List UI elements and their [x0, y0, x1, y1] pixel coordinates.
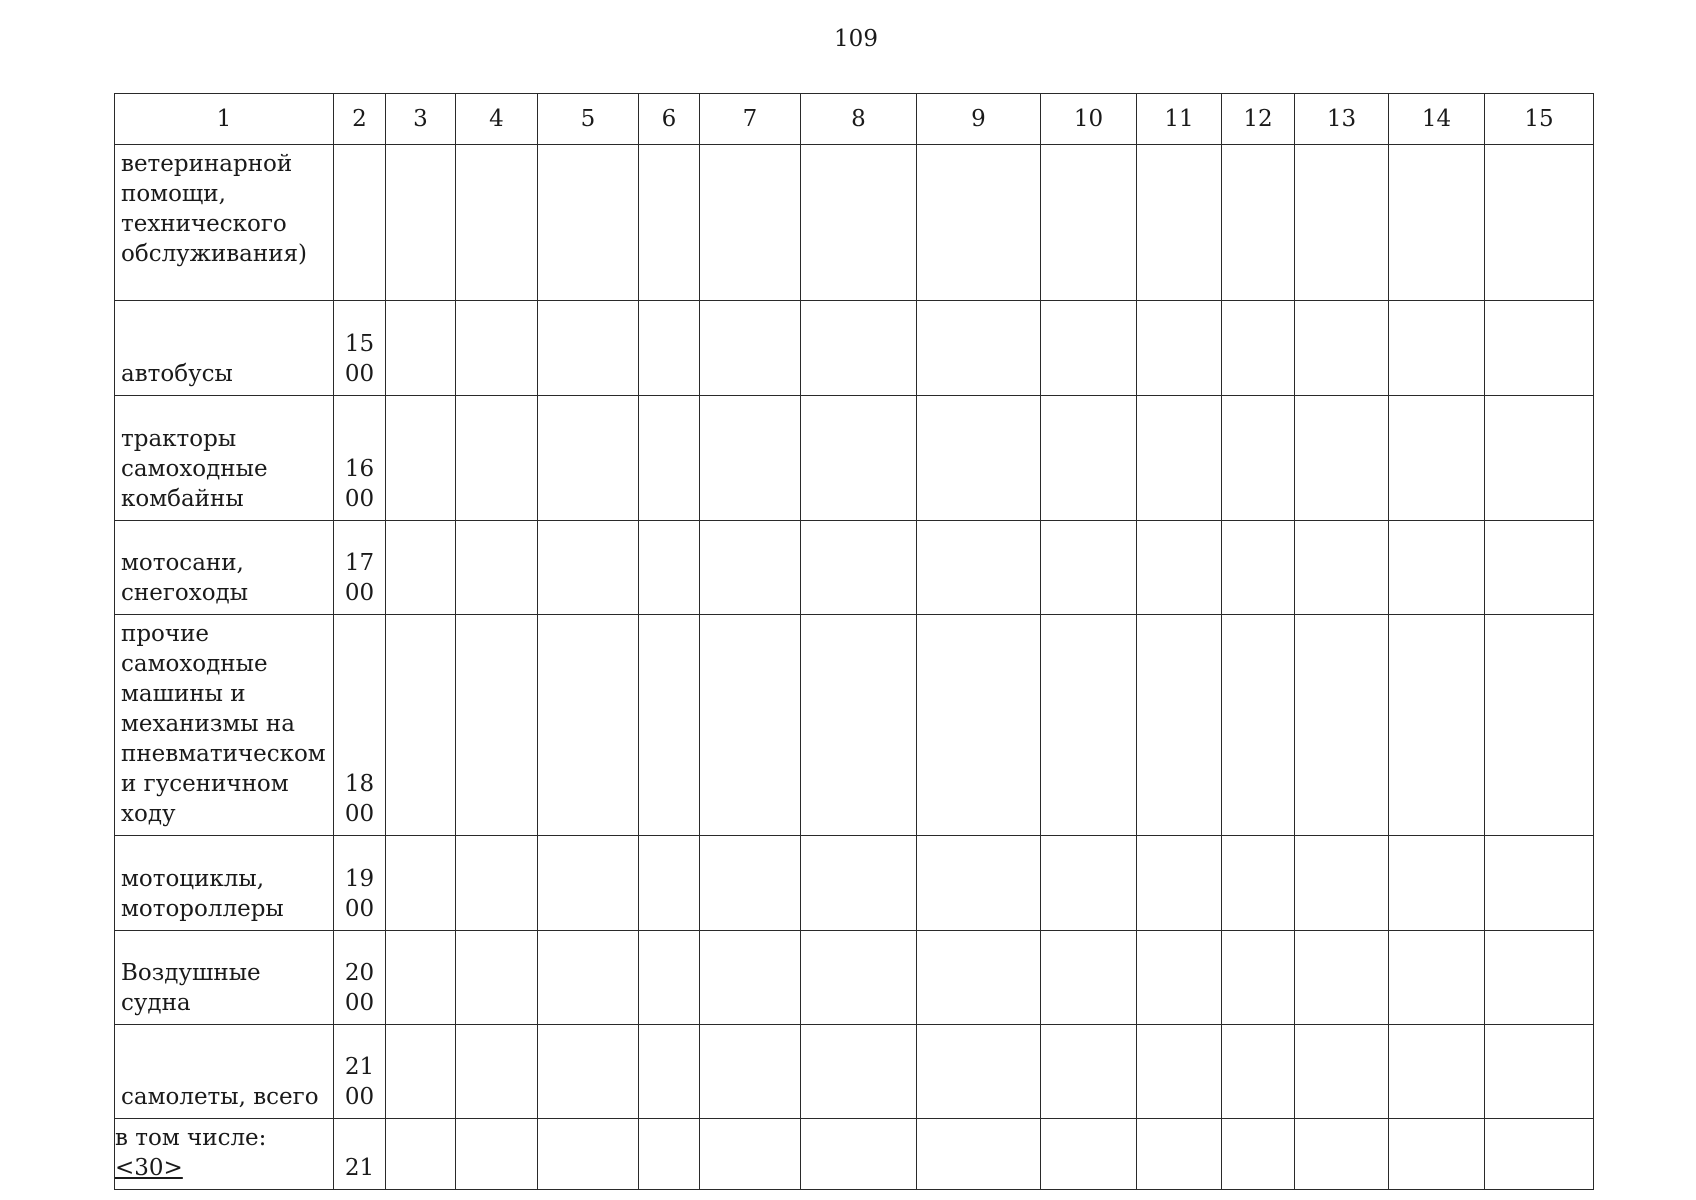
empty-cell	[917, 615, 1041, 836]
empty-cell	[1389, 1119, 1485, 1190]
row-code	[334, 1119, 386, 1190]
empty-cell	[917, 836, 1041, 931]
column-number-row	[115, 94, 1594, 145]
row-code	[334, 836, 386, 931]
empty-cell	[386, 836, 456, 931]
empty-cell	[386, 521, 456, 615]
column-header: 4	[456, 94, 538, 145]
empty-cell	[456, 615, 538, 836]
table-row	[115, 615, 1594, 836]
empty-cell	[538, 1119, 639, 1190]
empty-cell	[456, 1119, 538, 1190]
empty-cell	[1222, 301, 1295, 396]
row-code	[334, 521, 386, 615]
empty-cell	[1041, 836, 1137, 931]
empty-cell	[456, 301, 538, 396]
empty-cell	[1137, 1119, 1222, 1190]
empty-cell	[1295, 931, 1389, 1025]
empty-cell	[639, 396, 700, 521]
empty-cell	[1485, 396, 1594, 521]
empty-cell	[1222, 145, 1295, 301]
empty-cell	[1137, 145, 1222, 301]
empty-cell	[456, 145, 538, 301]
empty-cell	[538, 521, 639, 615]
empty-cell	[1222, 1119, 1295, 1190]
row-label-text: Воздушные судна	[121, 960, 261, 1016]
row-label-text: мотоциклы, мотороллеры	[121, 866, 284, 922]
row-code-line: 18	[344, 771, 375, 797]
empty-cell	[1041, 931, 1137, 1025]
column-header: 15	[1485, 94, 1594, 145]
empty-cell	[386, 615, 456, 836]
empty-cell	[801, 836, 917, 931]
empty-cell	[1041, 1025, 1137, 1119]
row-label	[115, 931, 334, 1025]
empty-cell	[1389, 1025, 1485, 1119]
empty-cell	[386, 396, 456, 521]
row-label-text: прочие самоходные машины и механизмы на пневматическом и гусеничном ходу	[121, 621, 326, 827]
column-header: 5	[538, 94, 639, 145]
empty-cell	[1485, 521, 1594, 615]
empty-cell	[1295, 521, 1389, 615]
empty-cell	[538, 836, 639, 931]
column-header: 10	[1041, 94, 1137, 145]
row-label	[115, 145, 334, 301]
empty-cell	[1485, 1025, 1594, 1119]
empty-cell	[456, 396, 538, 521]
page-number: 109	[834, 26, 878, 52]
empty-cell	[1295, 396, 1389, 521]
empty-cell	[1041, 396, 1137, 521]
row-code	[334, 1025, 386, 1119]
table-row	[115, 1025, 1594, 1119]
row-label-text: мотосани, снегоходы	[121, 550, 249, 606]
empty-cell	[456, 521, 538, 615]
empty-cell	[801, 301, 917, 396]
empty-cell	[386, 145, 456, 301]
empty-cell	[1485, 145, 1594, 301]
empty-cell	[1389, 396, 1485, 521]
column-header: 9	[917, 94, 1041, 145]
row-label	[115, 836, 334, 931]
empty-cell	[801, 1025, 917, 1119]
row-code	[334, 396, 386, 521]
table-row	[115, 301, 1594, 396]
empty-cell	[1485, 931, 1594, 1025]
empty-cell	[917, 396, 1041, 521]
empty-cell	[1137, 396, 1222, 521]
row-code-line: 00	[344, 486, 375, 512]
footnote-reference: <30>	[115, 1155, 183, 1181]
empty-cell	[801, 521, 917, 615]
empty-cell	[1389, 145, 1485, 301]
row-code-line: 00	[344, 896, 375, 922]
empty-cell	[1041, 615, 1137, 836]
row-code-line: 00	[344, 361, 375, 387]
empty-cell	[1137, 301, 1222, 396]
empty-cell	[700, 836, 801, 931]
empty-cell	[386, 1119, 456, 1190]
empty-cell	[801, 931, 917, 1025]
empty-cell	[700, 145, 801, 301]
empty-cell	[639, 301, 700, 396]
empty-cell	[1041, 521, 1137, 615]
row-code-line: 16	[344, 456, 375, 482]
row-code-line: 00	[344, 990, 375, 1016]
empty-cell	[1295, 145, 1389, 301]
empty-cell	[917, 521, 1041, 615]
empty-cell	[639, 521, 700, 615]
empty-cell	[639, 145, 700, 301]
empty-cell	[1041, 145, 1137, 301]
empty-cell	[456, 931, 538, 1025]
row-code-line: 20	[344, 960, 375, 986]
empty-cell	[917, 1119, 1041, 1190]
empty-cell	[700, 396, 801, 521]
row-code	[334, 301, 386, 396]
empty-cell	[700, 1025, 801, 1119]
column-header: 13	[1295, 94, 1389, 145]
empty-cell	[700, 521, 801, 615]
column-header: 1	[115, 94, 334, 145]
row-label	[115, 1119, 334, 1190]
empty-cell	[639, 836, 700, 931]
row-label-text: автобусы	[121, 361, 233, 387]
row-label	[115, 521, 334, 615]
row-code-line: 15	[344, 331, 375, 357]
empty-cell	[1137, 1025, 1222, 1119]
empty-cell	[639, 1119, 700, 1190]
empty-cell	[1295, 1119, 1389, 1190]
empty-cell	[1222, 1025, 1295, 1119]
row-label	[115, 1025, 334, 1119]
empty-cell	[700, 1119, 801, 1190]
row-label-text: тракторы самоходные комбайны	[121, 426, 268, 512]
empty-cell	[538, 931, 639, 1025]
row-label	[115, 396, 334, 521]
table-row	[115, 396, 1594, 521]
empty-cell	[386, 1025, 456, 1119]
column-header: 7	[700, 94, 801, 145]
row-code-line: 19	[344, 866, 375, 892]
row-code-line: 21	[344, 1155, 375, 1181]
empty-cell	[1222, 836, 1295, 931]
empty-cell	[917, 145, 1041, 301]
row-code-line: 00	[344, 580, 375, 606]
empty-cell	[538, 615, 639, 836]
table-row	[115, 836, 1594, 931]
empty-cell	[1041, 1119, 1137, 1190]
empty-cell	[1222, 521, 1295, 615]
empty-cell	[538, 145, 639, 301]
column-header: 12	[1222, 94, 1295, 145]
column-header: 14	[1389, 94, 1485, 145]
empty-cell	[700, 931, 801, 1025]
empty-cell	[1485, 615, 1594, 836]
row-code-line: 00	[344, 1084, 375, 1110]
empty-cell	[386, 301, 456, 396]
column-header: 3	[386, 94, 456, 145]
empty-cell	[456, 1025, 538, 1119]
empty-cell	[1222, 615, 1295, 836]
row-code-line: 00	[344, 801, 375, 827]
empty-cell	[1485, 301, 1594, 396]
empty-cell	[639, 1025, 700, 1119]
empty-cell	[1295, 836, 1389, 931]
empty-cell	[917, 1025, 1041, 1119]
empty-cell	[1295, 301, 1389, 396]
row-label	[115, 301, 334, 396]
empty-cell	[1295, 615, 1389, 836]
row-label-text: ветеринарной помощи, технического обслуживания)	[121, 151, 308, 267]
empty-cell	[700, 301, 801, 396]
column-header: 2	[334, 94, 386, 145]
empty-cell	[801, 615, 917, 836]
empty-cell	[456, 836, 538, 931]
row-code	[334, 615, 386, 836]
table-row	[115, 1119, 1594, 1190]
empty-cell	[1222, 396, 1295, 521]
empty-cell	[1137, 931, 1222, 1025]
empty-cell	[1137, 521, 1222, 615]
empty-cell	[1222, 931, 1295, 1025]
column-header: 6	[639, 94, 700, 145]
empty-cell	[1041, 301, 1137, 396]
empty-cell	[639, 615, 700, 836]
empty-cell	[801, 145, 917, 301]
empty-cell	[801, 396, 917, 521]
empty-cell	[538, 396, 639, 521]
empty-cell	[538, 1025, 639, 1119]
empty-cell	[1389, 521, 1485, 615]
empty-cell	[1485, 1119, 1594, 1190]
column-header: 11	[1137, 94, 1222, 145]
empty-cell	[1137, 615, 1222, 836]
empty-cell	[801, 1119, 917, 1190]
empty-cell	[917, 301, 1041, 396]
table-row	[115, 521, 1594, 615]
empty-cell	[639, 931, 700, 1025]
empty-cell	[1389, 931, 1485, 1025]
table-row	[115, 931, 1594, 1025]
empty-cell	[917, 931, 1041, 1025]
row-label-text: в том числе:	[115, 1125, 267, 1151]
empty-cell	[1389, 301, 1485, 396]
row-label	[115, 615, 334, 836]
report-table	[114, 93, 1594, 1190]
empty-cell	[1389, 836, 1485, 931]
empty-cell	[700, 615, 801, 836]
row-code	[334, 931, 386, 1025]
empty-cell	[1137, 836, 1222, 931]
empty-cell	[1295, 1025, 1389, 1119]
table-row	[115, 145, 1594, 301]
empty-cell	[1485, 836, 1594, 931]
column-header: 8	[801, 94, 917, 145]
empty-cell	[538, 301, 639, 396]
row-code-line: 21	[344, 1054, 375, 1080]
row-code	[334, 145, 386, 301]
row-code-line: 17	[344, 550, 375, 576]
empty-cell	[386, 931, 456, 1025]
empty-cell	[1389, 615, 1485, 836]
row-label-text: самолеты, всего	[121, 1084, 319, 1110]
